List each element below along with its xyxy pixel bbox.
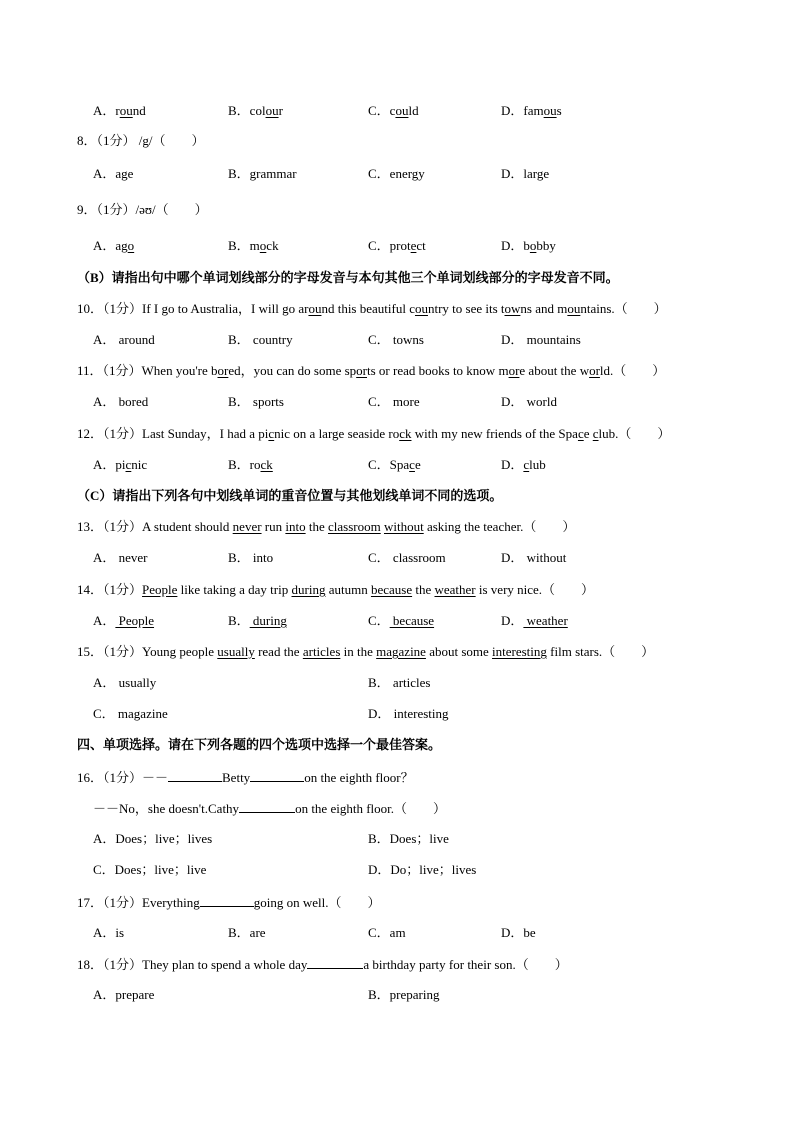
q15-option-b: B． articles: [368, 675, 431, 690]
q9-option-a: A．ago: [93, 238, 135, 253]
section-4-title: 四、单项选择。请在下列各题的四个选项中选择一个最佳答案。: [77, 737, 442, 752]
q16-option-b: B．Does；live: [368, 831, 449, 846]
q8-stem: 8．（1分） /g/（ ）: [77, 133, 205, 148]
underline: ou: [543, 103, 557, 118]
section-c-title: （C）请指出下列各句中划线单词的重音位置与其他划线单词不同的选项。: [77, 488, 503, 503]
q15-option-d: D． interesting: [368, 706, 449, 721]
q16-stem: 16．（1分）－－ Betty on the eighth floor？: [77, 770, 414, 785]
q9-option-c: C．protect: [368, 238, 426, 253]
q10-stem: 10．（1分）If I go to Australia，I will go around this beautiful country to see its towns and mountains.（ ）: [77, 301, 667, 316]
q16-option-d: D．Do；live；lives: [368, 862, 477, 877]
q11-option-d: D． world: [501, 394, 557, 409]
q14-option-a: A． People: [93, 613, 155, 628]
q10-option-b: B． country: [228, 332, 293, 347]
q17-stem: 17．（1分）Everything going on well.（ ）: [77, 895, 381, 910]
underline: o: [529, 238, 537, 253]
q14-option-c: C． because: [368, 613, 435, 628]
q10-option-d: D． mountains: [501, 332, 581, 347]
q17-option-d: D．be: [501, 925, 536, 940]
q10-option-c: C． towns: [368, 332, 424, 347]
q12-stem: 12．（1分）Last Sunday，I had a picnic on a large seaside rock with my new friends of the Space club.（ ）: [77, 426, 671, 441]
q9-option-d: D．bobby: [501, 238, 556, 253]
q16-stem-line2: －－No，she doesn't.Cathy on the eighth floor.（ ）: [93, 801, 446, 816]
q14-option-d: D． weather: [501, 613, 568, 628]
q12-option-b: B．rock: [228, 457, 273, 472]
underline: ou: [395, 103, 409, 118]
underline: o: [127, 238, 135, 253]
q13-option-c: C． classroom: [368, 550, 446, 565]
q15-stem: 15．（1分）Young people usually read the articles in the magazine about some interesting film stars.（ ）: [77, 644, 655, 659]
answer-blank: [239, 800, 295, 813]
q11-stem: 11．（1分）When you're bored，you can do some sports or read books to know more about the world.（ ）: [77, 363, 666, 378]
q16-option-a: A．Does；live；lives: [93, 831, 213, 846]
q18-stem: 18．（1分）They plan to spend a whole day a birthday party for their son.（ ）: [77, 957, 568, 972]
q7-option-c: C．could: [368, 103, 419, 118]
q11-option-c: C． more: [368, 394, 420, 409]
q8-option-d: D．large: [501, 166, 550, 181]
q12-option-c: C．Space: [368, 457, 421, 472]
q12-option-a: A．picnic: [93, 457, 148, 472]
q12-option-d: D．club: [501, 457, 546, 472]
section-b-title: （B）请指出句中哪个单词划线部分的字母发音与本句其他三个单词划线部分的字母发音不同。: [77, 270, 619, 285]
underline: o: [259, 238, 267, 253]
q17-option-b: B．are: [228, 925, 266, 940]
q13-option-a: A． never: [93, 550, 148, 565]
q7-option-a: A．round: [93, 103, 146, 118]
answer-blank: [168, 769, 222, 782]
q7-option-d: D．famous: [501, 103, 562, 118]
q17-option-c: C．am: [368, 925, 406, 940]
underline: e: [410, 238, 417, 253]
q11-option-a: A． bored: [93, 394, 149, 409]
q18-option-b: B．preparing: [368, 987, 440, 1002]
q13-option-d: D． without: [501, 550, 567, 565]
q15-option-c: C． magazine: [93, 706, 168, 721]
answer-blank: [200, 894, 254, 907]
answer-blank: [250, 769, 304, 782]
q15-option-a: A． usually: [93, 675, 157, 690]
q13-option-b: B． into: [228, 550, 274, 565]
q11-option-b: B． sports: [228, 394, 284, 409]
q8-option-b: B．grammar: [228, 166, 297, 181]
q8-option-c: C．energy: [368, 166, 425, 181]
q8-option-a: A．age: [93, 166, 134, 181]
q17-option-a: A．is: [93, 925, 125, 940]
q13-stem: 13．（1分）A student should never run into the classroom without asking the teacher.（ ）: [77, 519, 576, 534]
answer-blank: [307, 956, 363, 969]
q14-option-b: B． during: [228, 613, 287, 628]
underline: ou: [119, 103, 133, 118]
underline: ou: [265, 103, 279, 118]
q14-stem: 14．（1分）People like taking a day trip during autumn because the weather is very nice.（ ）: [77, 582, 595, 597]
q9-stem: 9．（1分）/əʊ/（ ）: [77, 202, 208, 217]
q9-option-b: B．mock: [228, 238, 279, 253]
q7-option-b: B．colour: [228, 103, 283, 118]
q18-option-a: A．prepare: [93, 987, 155, 1002]
q10-option-a: A． around: [93, 332, 155, 347]
q16-option-c: C．Does；live；live: [93, 862, 207, 877]
